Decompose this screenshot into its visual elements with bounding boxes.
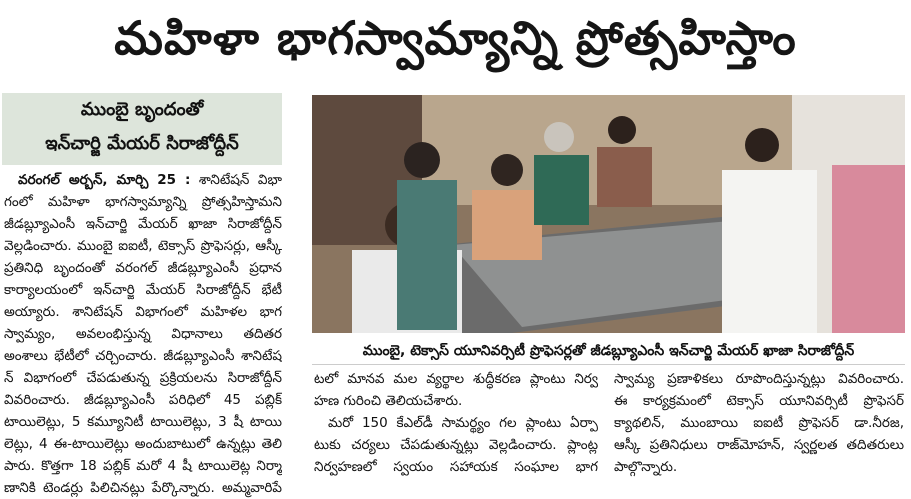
text-line: టలో మానవ మల వ్యర్థాల శుద్ధీకరణ ప్లాంటు నిర్వ bbox=[314, 371, 598, 387]
text-span: శానిటేషన్ విభా bbox=[198, 172, 282, 188]
subhead-box bbox=[2, 93, 282, 165]
text-line: జీడబ్ల్యూఎంసీ ఇన్‌చార్జి మేయర్ ఖాజా సిరాజోద్దీన్ bbox=[4, 216, 282, 232]
text-line: పాల్గొన్నారు. bbox=[614, 459, 678, 475]
text-line: క్యాథలిన్, ముంబాయి ఐఐటీ ప్రొఫెసర్ డా.నీరజ, bbox=[614, 415, 904, 431]
text-line: అయ్యారు. శానిటేషన్ విభాగంలో మహిళల భాగ bbox=[4, 304, 282, 320]
text-line: పారు. కొత్తగా 18 పబ్లిక్ మరో 4 షీ టాయిలెట్ల నిర్మా bbox=[4, 458, 282, 474]
photo-caption: ముంబై, టెక్సాస్ యూనివర్సిటీ ప్రొఫెసర్లతో జీడబ్ల్యూఎంసీ ఇన్‌చార్జి మేయర్ ఖాజా సిరాజోద్దీన్ bbox=[312, 338, 905, 365]
subhead-line: ముంబై బృందంతో bbox=[80, 99, 204, 120]
text-line: మరో 150 కేఎల్‌డీ సామర్థ్యం గల ప్లాంటు ఏర్పా bbox=[328, 415, 598, 431]
text-line: వెల్లడించారు. ముంబై ఐఐటీ, టెక్సాస్ ప్రొఫెసర్లు, ఆస్కీ bbox=[4, 238, 282, 254]
photo-illustration bbox=[312, 95, 905, 333]
text-line: న్ విభాగంలో చేపడుతున్న ప్రక్రియలను సిరాజోద్దీన్ bbox=[4, 370, 282, 386]
text-line: గంలో మహిళా భాగస్వామ్యాన్ని ప్రోత్సహిస్తామని bbox=[4, 194, 282, 210]
text-line: ణానికి టెండర్లు పిలిచినట్లు పేర్కొన్నారు. అమ్మవారిపే bbox=[4, 480, 282, 496]
text-line: అంశాలు భేటీలో చర్చించారు. జీడబ్ల్యూఎంసీ శానిటేష bbox=[4, 348, 282, 364]
headline: మహిళా భాగస్వామ్యాన్ని ప్రోత్సహిస్తాం bbox=[114, 11, 797, 65]
text-line: లెట్లు, 4 ఈ-టాయిలెట్లు అందుబాటులో ఉన్నట్లు తెలి bbox=[4, 436, 282, 452]
text-line: కార్యాలయంలో ఇన్‌చార్జి మేయర్ సిరాజోద్దీన్ భేటీ bbox=[4, 282, 282, 298]
text-line: వివరించారు. జీడబ్ల్యూఎంసీ పరిధిలో 45 పబ్లిక్ bbox=[4, 392, 282, 408]
text-line: స్వామ్య ప్రణాళికలు రూపొందిస్తున్నట్లు వివరించారు. bbox=[614, 371, 904, 387]
news-photo bbox=[312, 95, 905, 333]
text-line: నిర్వహణలో స్వయం సహాయక సంఘాల భాగ bbox=[314, 459, 598, 475]
article-column-1 bbox=[4, 169, 282, 499]
text-line: ఈ కార్యక్రమంలో టెక్సాస్ యూనివర్సిటీ ప్రొఫెసర్ bbox=[614, 393, 904, 409]
text-line bbox=[4, 169, 282, 191]
subhead-line: ఇన్‌చార్జి మేయర్ సిరాజోద్దీన్ bbox=[45, 133, 239, 154]
text-line: టాయిలెట్లు, 5 కమ్యూనిటీ టాయిలెట్లు, 3 షీ టాయి bbox=[4, 414, 282, 430]
text-line: హణ గురించి తెలియచేశారు. bbox=[314, 393, 463, 409]
text-line: టుకు చర్యలు చేపడుతున్నట్లు వెల్లడించారు. ప్లాంట్ల bbox=[314, 437, 598, 453]
text-line: ప్రతినిధి బృందంతో వరంగల్ జీడబ్ల్యూఎంసీ ప్రధాన bbox=[4, 260, 282, 276]
article-column-2 bbox=[314, 368, 598, 478]
text-line: స్వామ్యం, అవలంభిస్తున్న విధానాలు తదితర bbox=[4, 326, 282, 342]
dateline: వరంగల్ అర్బన్, మార్చి 25 : bbox=[18, 172, 191, 188]
text-line: ఆస్కీ ప్రతినిధులు రాజ్‌మోహన్, స్వర్ణలత తదితరులు bbox=[614, 437, 904, 453]
article-column-3 bbox=[614, 368, 904, 478]
